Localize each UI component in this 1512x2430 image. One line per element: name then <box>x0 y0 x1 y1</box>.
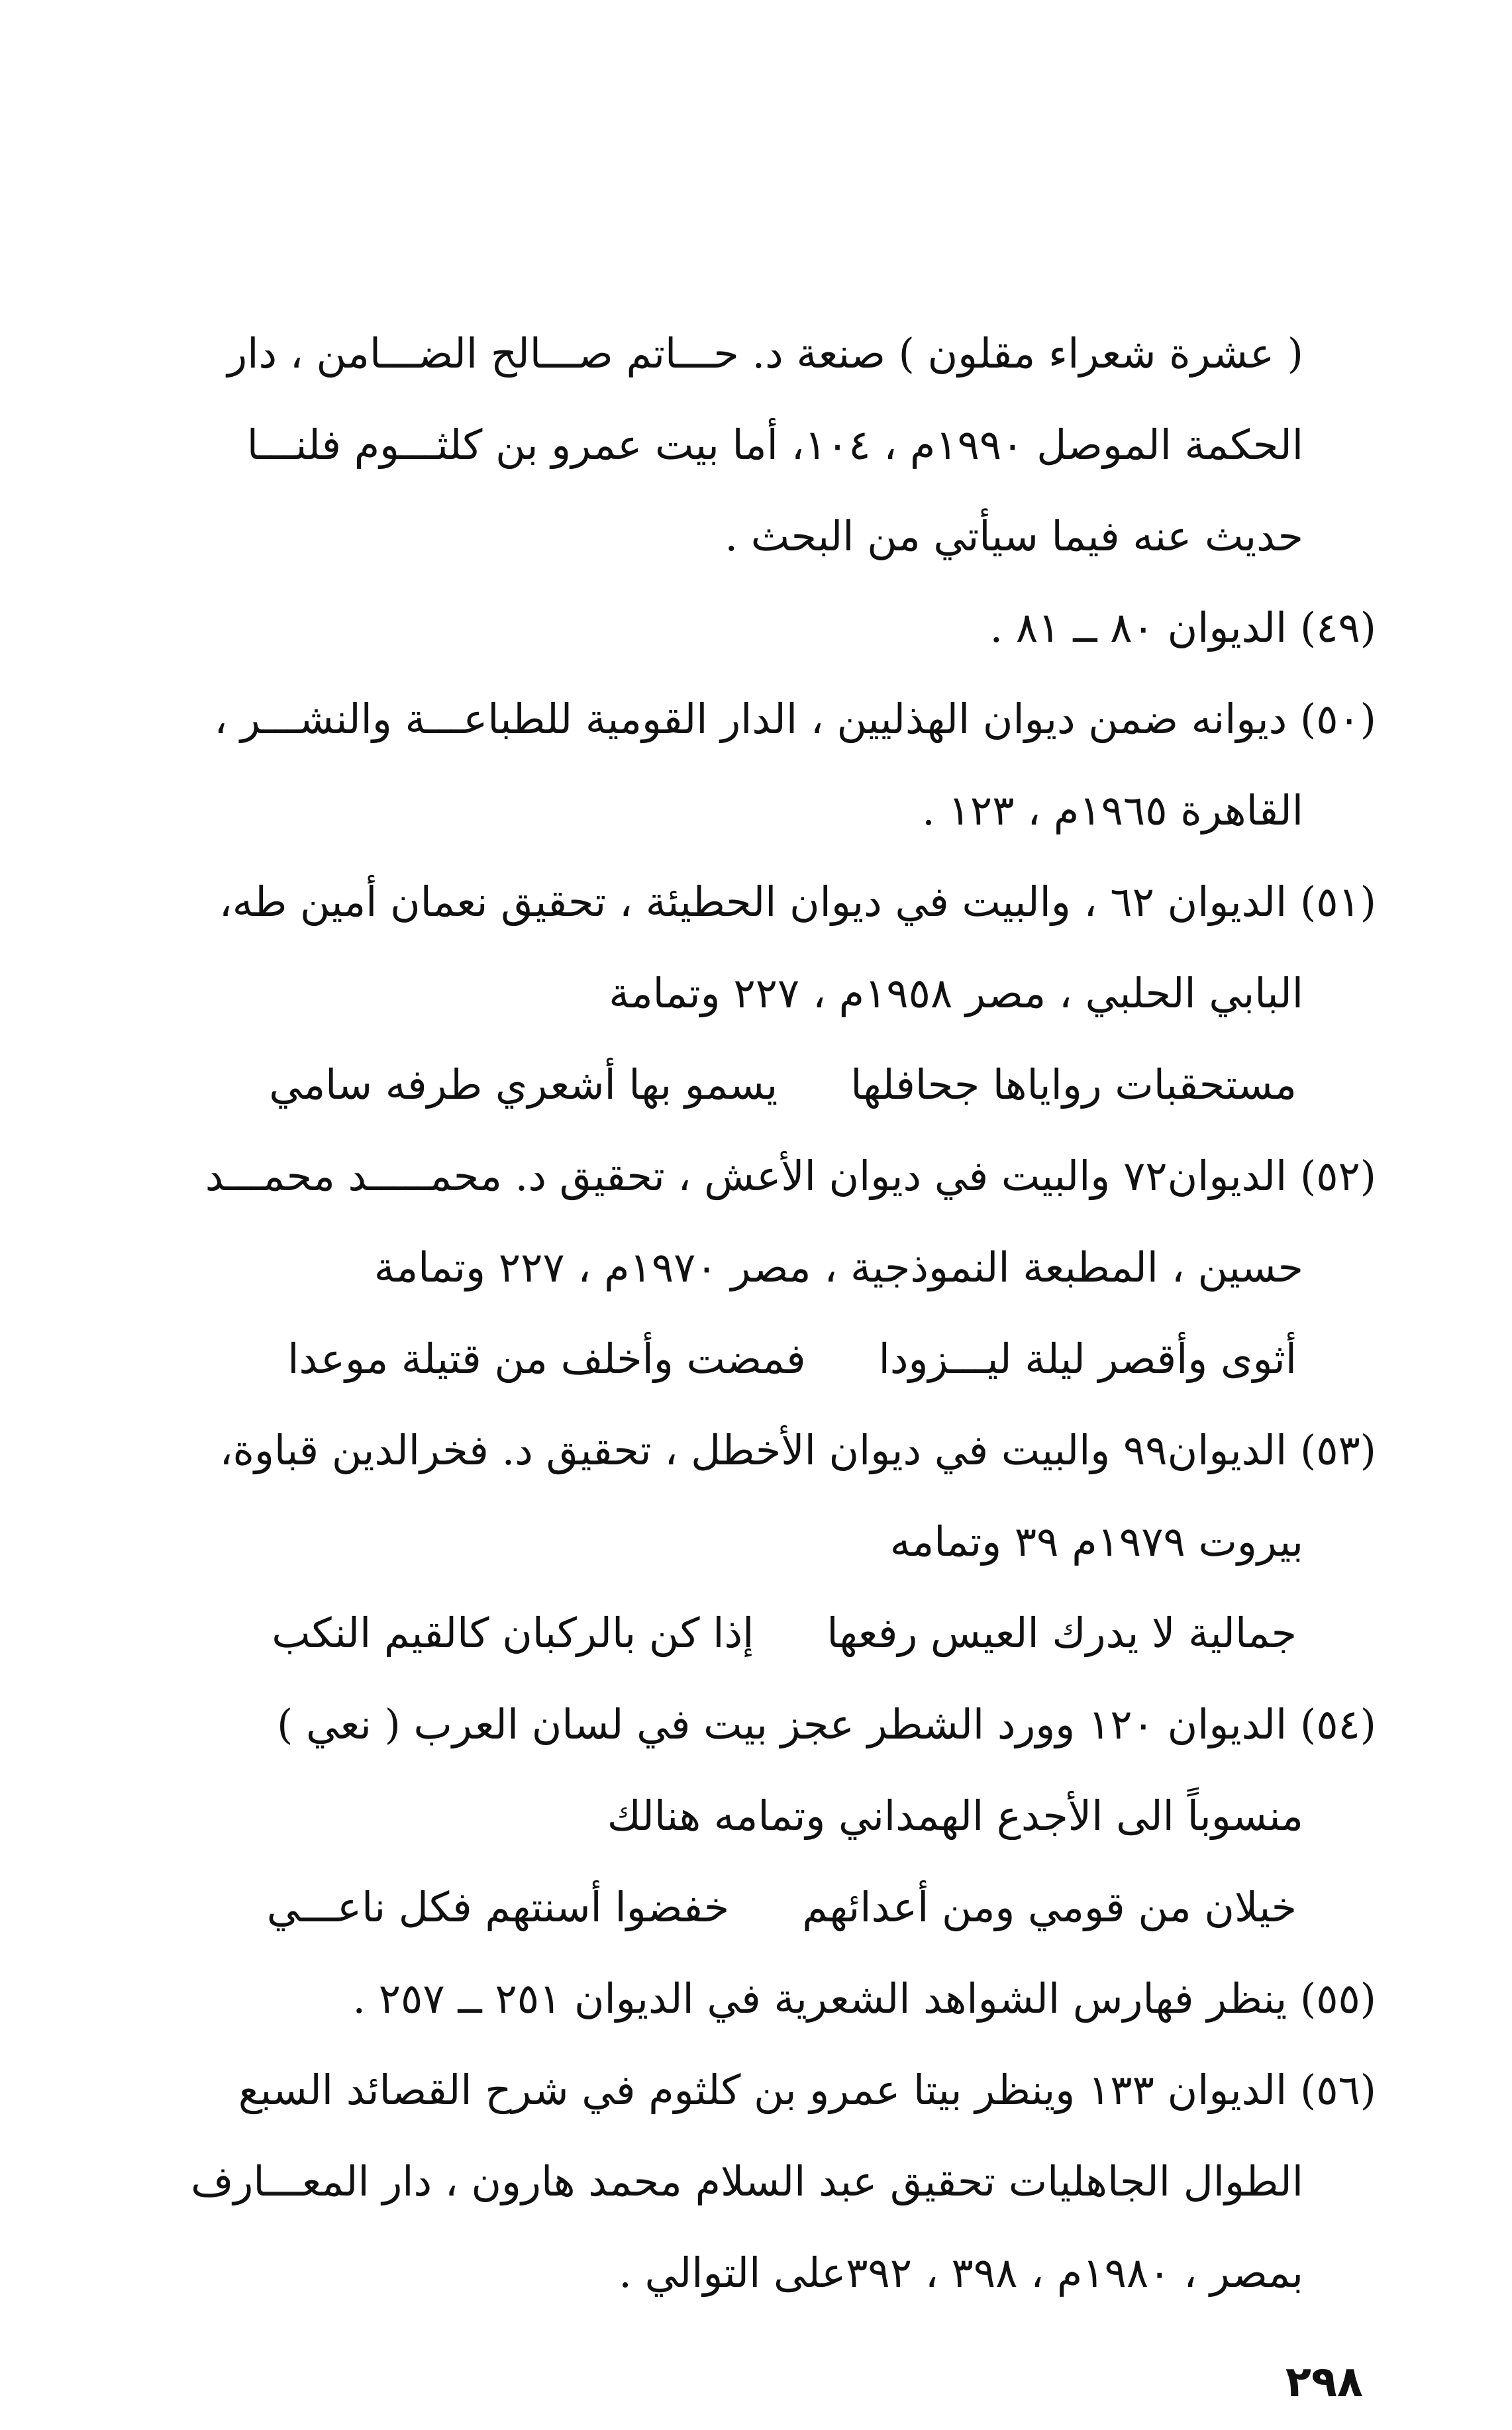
verse-hemistich-first: خيلان من قومي ومن أعدائهم <box>802 1883 1297 1931</box>
verse-hemistich-second: فمضت وأخلف من قتيلة موعدا <box>287 1335 806 1383</box>
verse-line <box>152 1588 1376 1679</box>
continuation-line: القاهرة ١٩٦٥م ، ١٢٣ . <box>922 786 1303 835</box>
footnote-line: (٥٣) الديوان٩٩ والبيت في ديوان الأخطل ، تحقيق د. فخرالدين قباوة، <box>219 1426 1376 1474</box>
continuation-line: حديث عنه فيما سيأتي من البحث . <box>725 512 1303 560</box>
continuation-line: منسوباً الى الأجدع الهمداني وتمامه هنالك <box>607 1792 1303 1840</box>
page-number: ٢٩٨ <box>1285 2358 1363 2407</box>
continuation-line: البابي الحلبي ، مصر ١٩٥٨م ، ٢٢٧ وتمامة <box>609 969 1303 1017</box>
continuation-line: الطوال الجاهليات تحقيق عبد السلام محمد هارون ، دار المعـــارف <box>191 2157 1303 2205</box>
footnote-line: (٥٤) الديوان ١٢٠ وورد الشطر عجز بيت في لسان العرب ( نعي ) <box>277 1700 1376 1748</box>
footnote-line: (٥١) الديوان ٦٢ ، والبيت في ديوان الحطيئة ، تحقيق نعمان أمين طه، <box>219 878 1376 926</box>
verse-hemistich-first: مستحقبات رواياها جحافلها <box>850 1060 1297 1109</box>
continuation-line: حسين ، المطبعة النموذجية ، مصر ١٩٧٠م ، ٢٢٧ وتمامة <box>374 1243 1303 1291</box>
continuation-line: ( عشرة شعراء مقلون ) صنعة د. حـــاتم صـــالح الضـــامن ، دار <box>227 329 1303 378</box>
continuation-line: الحكمة الموصل ١٩٩٠م ، ١٠٤، أما بيت عمرو بن كلثـــوم فلنـــا <box>246 421 1303 469</box>
verse-hemistich-first: أثوى وأقصر ليلة ليـــزودا <box>878 1335 1297 1383</box>
verse-hemistich-second: إذا كن بالركبان كالقيم النكب <box>272 1609 754 1657</box>
verse-line <box>152 1862 1376 1953</box>
verse-line <box>152 1039 1376 1131</box>
verse-hemistich-second: يسمو بها أشعري طرفه سامي <box>269 1060 778 1109</box>
footnote-line: (٥٠) ديوانه ضمن ديوان الهذليين ، الدار القومية للطباعـــة والنشـــر ، <box>214 695 1376 743</box>
footnote-line: (٥٥) ينظر فهارس الشواهد الشعرية في الديوان ٢٥١ ــ ٢٥٧ . <box>352 1974 1376 2023</box>
verse-hemistich-first: جمالية لا يدرك العيس رفعها <box>827 1609 1297 1657</box>
footnote-line: (٥٦) الديوان ١٣٣ وينظر بيتا عمرو بن كلثوم في شرح القصائد السبع <box>238 2066 1376 2114</box>
verse-line <box>152 1313 1376 1405</box>
continuation-line: بمصر ، ١٩٨٠م ، ٣٩٨ ، ٣٩٢على التوالي . <box>619 2249 1303 2297</box>
continuation-line: بيروت ١٩٧٩م ٣٩ وتمامه <box>889 1517 1303 1566</box>
footnote-line: (٤٩) الديوان ٨٠ ــ ٨١ . <box>989 603 1376 652</box>
footnotes-text <box>152 308 1376 2319</box>
verse-hemistich-second: خفضوا أسنتهم فكل ناعـــي <box>266 1883 730 1931</box>
footnote-line: (٥٢) الديوان٧٢ والبيت في ديوان الأعش ، تحقيق د. محمـــــد محمـــد <box>205 1152 1376 1200</box>
